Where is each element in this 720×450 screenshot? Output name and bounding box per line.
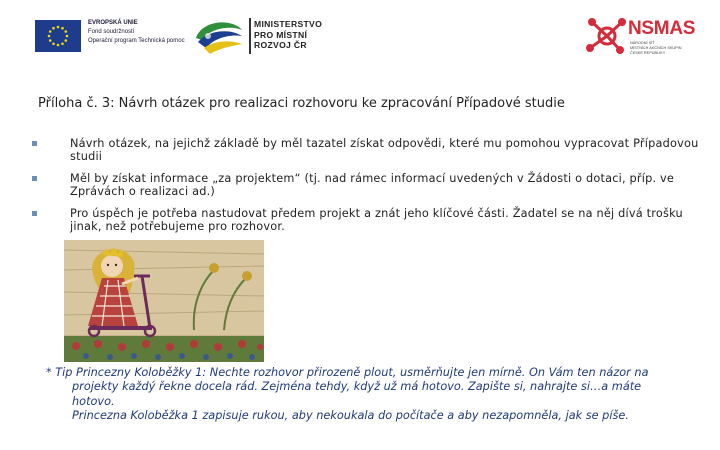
nsmas-logo-subtitle xyxy=(630,41,681,56)
eu-logo-line: EVROPSKÁ UNIE xyxy=(88,20,138,26)
eu-logo-text xyxy=(88,19,185,46)
mmr-logo-line: ROZVOJ ČR xyxy=(254,40,307,50)
bullet-square-icon xyxy=(32,141,37,146)
mmr-logo-line: PRO MÍSTNÍ xyxy=(254,29,308,40)
bullet-list xyxy=(58,137,708,242)
tip-line: projekty každý řekne docela rád. Zejména tehdy, když už má hotovo. Zapište si, nahrajte si…a máte hotovo. xyxy=(72,380,642,408)
bullet-square-icon xyxy=(32,176,37,181)
list-item xyxy=(58,172,708,198)
tip-text xyxy=(46,366,686,423)
list-item-text: Měl by získat informace „za projektem“ (tj. nad rámec informací uvedených v Žádosti o dotaci, příp. ve Zprávách o realizaci ad.) xyxy=(70,172,675,198)
eu-flag-icon xyxy=(35,20,81,52)
tip-line: * Tip Princezny Koloběžky 1: Nechte rozhovor přirozeně plout, usměrňujte jen mírně. On Vám ten názor na xyxy=(46,366,649,379)
tip-line: Princezna Koloběžka 1 zapisuje rukou, aby nekoukala do počítače a aby nezapomněla, jak se píše. xyxy=(72,408,629,422)
page-title: Příloha č. 3: Návrh otázek pro realizaci rozhovoru ke zpracování Případové studie xyxy=(38,96,565,111)
nsmas-logo-name: NSMAS xyxy=(628,18,696,39)
princess-scooter-drawing xyxy=(64,240,264,362)
bullet-square-icon xyxy=(32,211,37,216)
nsmas-sub-line: ČESKÉ REPUBLIKY xyxy=(630,51,666,55)
list-item xyxy=(58,207,708,233)
eu-logo-line: Fond soudržnosti xyxy=(88,29,135,35)
nsmas-sub-line: NÁRODNÍ SÍŤ xyxy=(630,41,655,45)
eu-logo-line: Operační program Technická pomoc xyxy=(88,38,185,44)
nsmas-network-icon xyxy=(582,14,632,58)
list-item xyxy=(58,137,708,163)
list-item-text: Návrh otázek, na jejichž základě by měl tazatel získat odpovědi, které mu pomohou vypracovat Případovou studii xyxy=(70,137,699,163)
list-item-text: Pro úspěch je potřeba nastudovat předem projekt a znát jeho klíčové části. Žadatel se na něj dívá trošku jinak, než potřebujeme pro rozhovor. xyxy=(70,207,683,233)
mmr-ribbon-icon xyxy=(192,16,246,56)
mmr-logo-line: MINISTERSTVO xyxy=(254,19,323,29)
mmr-logo-text xyxy=(254,19,322,51)
mmr-divider xyxy=(249,18,251,54)
nsmas-sub-line: MÍSTNÍCH AKČNÍCH SKUPIN xyxy=(630,46,682,50)
